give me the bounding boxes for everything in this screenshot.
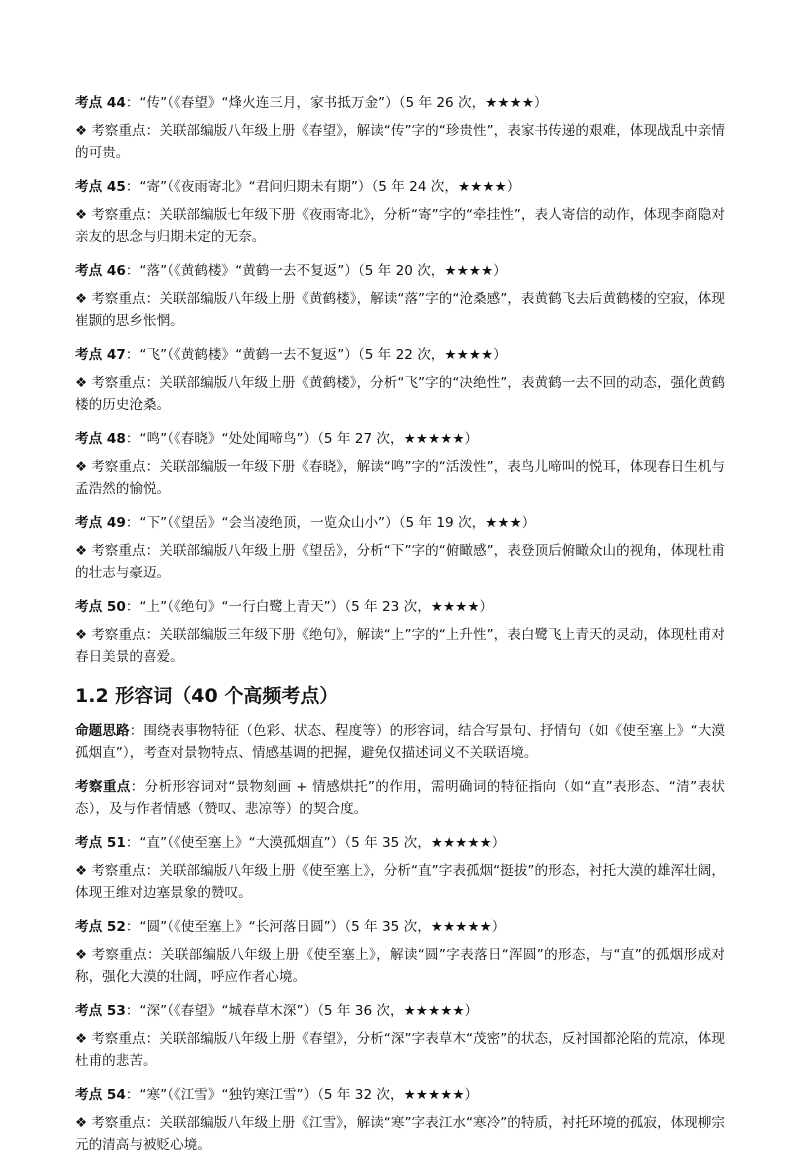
exam-point-heading [75, 512, 725, 534]
exam-point-note-text: 考察重点：关联部编版八年级上册《江雪》，解读“寒”字表江水“寒冷”的特质，衬托环境的孤寂，体现柳宗元的清高与被贬心境。 [75, 1115, 725, 1153]
exam-point-note-text: 考察重点：关联部编版八年级上册《黄鹤楼》，解读“落”字的“沧桑感”，表黄鹤飞去后黄鹤楼的空寂，体现崔颢的思乡怅惘。 [75, 291, 725, 329]
exam-point-title: ：“下”（《望岳》“会当凌绝顶，一览众山小”）（5 年 19 次，★★★） [125, 515, 536, 531]
exam-point-heading [75, 1000, 725, 1022]
exam-point-title: ：“鸣”（《春晓》“处处闻啼鸟”）（5 年 27 次，★★★★★） [125, 431, 479, 447]
diamond-bullet-icon: ❖ [75, 1115, 88, 1131]
exam-point-heading [75, 260, 725, 282]
exam-point-heading [75, 916, 725, 938]
exam-points-adjectives [75, 832, 725, 1156]
exam-point-note [75, 860, 725, 904]
exam-point-label: 考点 50 [75, 599, 126, 615]
exam-point-title: ：“飞”（《黄鹤楼》“黄鹤一去不复返”）（5 年 22 次，★★★★） [125, 347, 507, 363]
exam-point-note-text: 考察重点：关联部编版八年级上册《望岳》，分析“下”字的“俯瞰感”，表登顶后俯瞰众山的视角，体现杜甫的壮志与豪迈。 [75, 543, 725, 581]
diamond-bullet-icon: ❖ [75, 947, 88, 963]
diamond-bullet-icon: ❖ [75, 459, 88, 475]
diamond-bullet-icon: ❖ [75, 627, 88, 643]
exam-point-title: ：“寄”（《夜雨寄北》“君问归期未有期”）（5 年 24 次，★★★★） [125, 179, 521, 195]
exam-point-note-text: 考察重点：关联部编版八年级上册《使至塞上》，分析“直”字表孤烟“挺拔”的形态，衬托大漠的雄浑壮阔，体现王维对边塞景象的赞叹。 [75, 863, 725, 901]
exam-point-heading [75, 344, 725, 366]
exam-point-heading [75, 832, 725, 854]
diamond-bullet-icon: ❖ [75, 123, 88, 139]
exam-point-note [75, 1112, 725, 1156]
diamond-bullet-icon: ❖ [75, 375, 88, 391]
exam-point-label: 考点 51 [75, 835, 126, 851]
exam-point-heading [75, 176, 725, 198]
question-idea-text: ：围绕表事物特征（色彩、状态、程度等）的形容词，结合写景句、抒情句（如《使至塞上》“大漠孤烟直”），考查对景物特点、情感基调的把握，避免仅描述词义不关联语境。 [75, 723, 726, 761]
exam-point-title: ：“传”（《春望》“烽火连三月，家书抵万金”）（5 年 26 次，★★★★） [125, 95, 548, 111]
exam-point-label: 考点 49 [75, 515, 126, 531]
exam-point-label: 考点 44 [75, 95, 126, 111]
exam-point-note-text: 考察重点：关联部编版一年级下册《春晓》，解读“鸣”字的“活泼性”，表鸟儿啼叫的悦耳，体现春日生机与孟浩然的愉悦。 [75, 459, 725, 497]
diamond-bullet-icon: ❖ [75, 291, 88, 307]
exam-point-note [75, 372, 725, 416]
exam-point-title: ：“直”（《使至塞上》“大漠孤烟直”）（5 年 35 次，★★★★★） [125, 835, 506, 851]
exam-point-note-text: 考察重点：关联部编版八年级上册《春望》，解读“传”字的“珍贵性”，表家书传递的艰难，体现战乱中亲情的可贵。 [75, 123, 725, 161]
document-page [75, 92, 725, 1168]
exam-point-note [75, 540, 725, 584]
exam-point-label: 考点 54 [75, 1087, 126, 1103]
section-heading: 1.2 形容词（40 个高频考点） [75, 685, 339, 707]
exam-point-note-text: 考察重点：关联部编版七年级下册《夜雨寄北》，分析“寄”字的“牵挂性”，表人寄信的动作，体现李商隐对亲友的思念与归期未定的无奈。 [75, 207, 725, 245]
exam-point-note [75, 944, 725, 988]
exam-point-heading [75, 1084, 725, 1106]
diamond-bullet-icon: ❖ [75, 1031, 88, 1047]
exam-point-heading [75, 428, 725, 450]
exam-point-note [75, 288, 725, 332]
exam-point-title: ：“寒”（《江雪》“独钓寒江雪”）（5 年 32 次，★★★★★） [125, 1087, 479, 1103]
exam-point-heading [75, 596, 725, 618]
exam-points-verbs [75, 92, 725, 668]
diamond-bullet-icon: ❖ [75, 207, 88, 223]
exam-point-label: 考点 48 [75, 431, 126, 447]
focus-text: ：分析形容词对“景物刻画 + 情感烘托”的作用，需明确词的特征指向（如“直”表形态、“清”表状态），及与作者情感（赞叹、悲凉等）的契合度。 [75, 779, 725, 817]
exam-point-label: 考点 53 [75, 1003, 126, 1019]
focus-paragraph [75, 776, 725, 820]
exam-point-note-text: 考察重点：关联部编版八年级上册《使至塞上》，解读“圆”字表落日“浑圆”的形态，与“直”的孤烟形成对称，强化大漠的壮阔，呼应作者心境。 [75, 947, 726, 985]
diamond-bullet-icon: ❖ [75, 863, 88, 879]
exam-point-note [75, 456, 725, 500]
exam-point-note [75, 204, 725, 248]
exam-point-note [75, 1028, 725, 1072]
exam-point-title: ：“落”（《黄鹤楼》“黄鹤一去不复返”）（5 年 20 次，★★★★） [125, 263, 507, 279]
question-idea-lead: 命题思路 [75, 723, 130, 739]
exam-point-note [75, 624, 725, 668]
exam-point-note-text: 考察重点：关联部编版八年级上册《黄鹤楼》，分析“飞”字的“决绝性”，表黄鹤一去不回的动态，强化黄鹤楼的历史沧桑。 [75, 375, 725, 413]
exam-point-label: 考点 47 [75, 347, 126, 363]
exam-point-label: 考点 45 [75, 179, 126, 195]
exam-point-title: ：“圆”（《使至塞上》“长河落日圆”）（5 年 35 次，★★★★★） [125, 919, 506, 935]
exam-point-title: ：“上”（《绝句》“一行白鹭上青天”）（5 年 23 次，★★★★） [125, 599, 494, 615]
exam-point-heading [75, 92, 725, 114]
exam-point-note-text: 考察重点：关联部编版三年级下册《绝句》，解读“上”字的“上升性”，表白鹭飞上青天的灵动，体现杜甫对春日美景的喜爱。 [75, 627, 725, 665]
exam-point-note [75, 120, 725, 164]
exam-point-label: 考点 52 [75, 919, 126, 935]
question-idea-paragraph [75, 720, 725, 764]
diamond-bullet-icon: ❖ [75, 543, 88, 559]
exam-point-note-text: 考察重点：关联部编版八年级上册《春望》，分析“深”字表草木“茂密”的状态，反衬国都沦陷的荒凉，体现杜甫的悲苦。 [75, 1031, 725, 1069]
focus-lead: 考察重点 [75, 779, 131, 795]
exam-point-label: 考点 46 [75, 263, 126, 279]
exam-point-title: ：“深”（《春望》“城春草木深”）（5 年 36 次，★★★★★） [125, 1003, 479, 1019]
